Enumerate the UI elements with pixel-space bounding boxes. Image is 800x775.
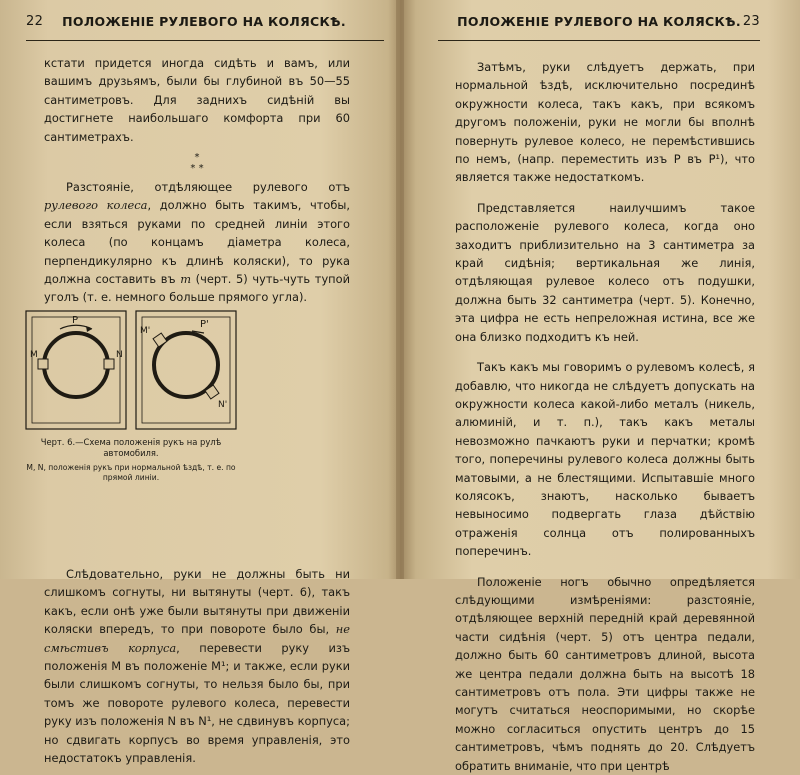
- divider-star: *: [194, 152, 200, 164]
- paragraph-text: (черт. 5) чуть-чуть тупой уголъ (т. е. немного больше прямого угла).: [44, 272, 351, 305]
- paragraph-text: , перевести руку изъ положенія M въ положеніе M¹; и также, если руки были слишкомъ согнуты, то нельзя было бы, при томъ же повороте рулевого колеса, перевести руку изъ положенія N въ N¹, не сдвинувъ корпуса; но сдвигать корпусъ во время управленія, это недостатокъ управленія.: [44, 640, 350, 765]
- paragraph-text: Разстояніе, отдѣляющее рулевого отъ: [66, 180, 350, 195]
- paragraph: кстати придется иногда сидѣть и вамъ, или вашимъ друзьямъ, были бы глубиной въ 50—55 сантиметровъ. Для заднихъ сидѣній вы достигнете наибольшаго комфорта при 60 сантиметрахъ.: [44, 56, 350, 144]
- header-rule: [26, 40, 384, 41]
- right-page: [400, 0, 800, 773]
- label-p: P: [72, 314, 79, 326]
- diagram-frame-left: [26, 311, 126, 429]
- section-divider: [44, 152, 350, 174]
- label-p1: P': [200, 318, 209, 330]
- arrow-head-left: [86, 326, 92, 332]
- paragraph-text: , должно быть такимъ, чтобы, если взяться руками по средней линіи этого колеса (по концамъ діаметра колеса, перпендикулярно къ длинѣ коляски), то рука должна составить въ: [44, 198, 350, 287]
- running-title: ПОЛОЖЕНІЕ РУЛЕВОГО НА КОЛЯСКѢ.: [62, 14, 346, 29]
- hand-marker-m1: [153, 333, 167, 347]
- page-number: 23: [742, 14, 760, 29]
- diagram-frame-right: [136, 311, 236, 429]
- steering-wheel-left: [44, 333, 108, 397]
- right-page-header: [438, 14, 760, 36]
- left-page-body: [26, 54, 351, 767]
- header-rule: [438, 40, 760, 41]
- label-m: M: [30, 349, 38, 360]
- right-page-body: [455, 58, 755, 775]
- hand-marker-n: [104, 359, 114, 369]
- hand-marker-m: [38, 359, 48, 369]
- label-n: N: [116, 349, 123, 360]
- emphasis-text: рулевого колеса: [44, 198, 148, 213]
- emphasis-text: не смѣстивъ корпуса: [44, 622, 350, 655]
- figure-legend: M, N, положенія рукъ при нормальной ѣздѣ, т. е. по прямой линіи.: [26, 462, 236, 482]
- label-m1: M': [140, 325, 151, 336]
- figure-6: [20, 307, 242, 565]
- paragraph: Затѣмъ, руки слѣдуетъ держать, при нормальной ѣздѣ, исключительно посрединѣ окружности колеса, такъ какъ, при всякомъ другомъ положеніи, руки не могли бы вполнѣ повернуть рулевое колесо, не перемѣстившись по немъ, (напр. переместить изъ P въ P¹), что является также недостаткомъ.: [455, 60, 755, 185]
- paragraph-text: Слѣдовательно, руки не должны быть ни слишкомъ согнуты, ни вытянуты (черт. 6), такъ какъ, если онѣ уже были вытянуты при движеніи коляски впередъ, то при повороте было бы,: [44, 566, 350, 637]
- paragraph: Представляется наилучшимъ такое расположеніе рулевого колеса, когда оно заходитъ приблизительно на 3 сантиметра за край сидѣнія; вертикальная же линія, отдѣляющая рулевое колесо отъ подушки, должна быть 32 сантиметра (черт. 5). Конечно, эта цифра не есть непреложная истина, все же она близко подходитъ къ ней.: [455, 200, 755, 344]
- figure-caption: Черт. 6.—Схема положенія рукъ на рулѣ автомобиля.: [40, 436, 222, 458]
- left-page-header: [26, 14, 382, 36]
- paragraph: Такъ какъ мы говоримъ о рулевомъ колесѣ, я добавлю, что никогда не слѣдуетъ допускать на окружности колеса какой-либо металъ (никель, алюминій, и т. п.), такъ какъ металы невозможно пачкаютъ руки и перчатки; кромѣ того, поперечины рулевого колеса должны быть матовыми, а не блестящими. Испытавшіе много колясокъ, знаютъ, насколько бываетъ невыносимо подвергать глаза дѣйствію отраженія солнца отъ полированныхъ поперечинъ.: [455, 360, 755, 559]
- left-page: [0, 0, 400, 765]
- running-title: ПОЛОЖЕНІЕ РУЛЕВОГО НА КОЛЯСКѢ.: [457, 14, 741, 29]
- page-number: 22: [26, 14, 44, 29]
- book-gutter: [396, 0, 404, 579]
- label-n1: N': [218, 399, 228, 410]
- emphasis-text: m: [180, 272, 191, 287]
- paragraph: [44, 178, 350, 307]
- paragraph: Положеніе ногъ обычно опредѣляется слѣдующими измѣреніями: разстояніе, отдѣляющее верхній передній край деревянной части сидѣнія (черт. 5) отъ центра педали, должно быть 60 сантиметровъ длиной, высота же центра педали должна быть на высотѣ 18 сантиметровъ отъ пола. Эти цифры также не могутъ считаться неоспоримыми, но скорѣе можно согласиться опустить центръ до 15 сантиметровъ, чѣмъ поднять до 20. Слѣдуетъ обратить вниманіе, что при центрѣ: [455, 574, 755, 773]
- divider-stars: * *: [190, 163, 204, 175]
- steering-diagram: [20, 307, 242, 435]
